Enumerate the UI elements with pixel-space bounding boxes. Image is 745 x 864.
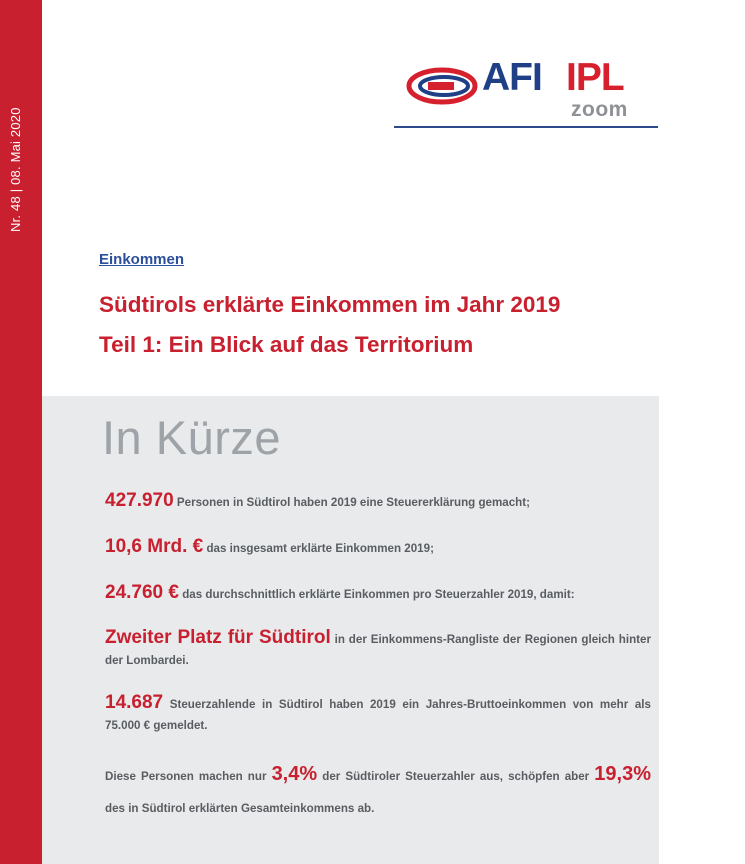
logo-text-ipl: IPL — [566, 56, 624, 99]
logo-text-afi: AFI — [482, 56, 542, 99]
fact-value: Zweiter Platz für Südtirol — [105, 627, 331, 648]
page-title — [99, 285, 560, 365]
fact-average-income — [105, 582, 651, 605]
fact-value: 24.760 € — [105, 582, 179, 603]
fact-income-share — [105, 758, 651, 825]
fact-persons — [105, 490, 651, 513]
fact-text: das insgesamt erklärte Einkommen 2019; — [206, 542, 434, 555]
fact-value: 427.970 — [105, 490, 174, 511]
fact-text: Steuerzahlende in Südtirol haben 2019 ein Jahres-Bruttoeinkommen von mehr als 75.000 € gemeldet. — [105, 698, 651, 732]
fact-value: 19,3% — [594, 763, 651, 785]
sidebar-band — [0, 0, 42, 864]
fact-text: Diese Personen machen nur — [105, 770, 267, 783]
summary-box — [42, 396, 659, 864]
issue-label: Nr. 48 | 08. Mai 2020 — [8, 107, 23, 232]
fact-value: 14.687 — [105, 692, 164, 713]
fact-total-income — [105, 536, 651, 559]
summary-heading: In Kürze — [102, 411, 282, 464]
fact-ranking — [105, 627, 651, 671]
fact-text: in der Einkommens-Rangliste der Regionen gleich hinter der Lombardei. — [105, 633, 651, 667]
fact-text: das durchschnittlich erklärte Einkommen pro Steuerzahler 2019, damit: — [182, 588, 575, 601]
logo-text-zoom: zoom — [571, 98, 628, 121]
title-line-2: Teil 1: Ein Blick auf das Territorium — [99, 332, 474, 357]
logo-rule — [394, 126, 658, 128]
fact-value: 10,6 Mrd. € — [105, 536, 204, 557]
fact-text: des in Südtirol erklärten Gesamteinkommens ab. — [105, 802, 375, 815]
fact-text: der Südtiroler Steuerzahler aus, schöpfen aber — [322, 770, 590, 783]
title-line-1: Südtirols erklärte Einkommen im Jahr 2019 — [99, 292, 561, 317]
fact-value: 3,4% — [271, 763, 318, 785]
fact-high-earners — [105, 692, 651, 736]
fact-text: Personen in Südtirol haben 2019 eine Steuererklärung gemacht; — [176, 496, 530, 509]
category-link[interactable]: Einkommen — [99, 251, 185, 268]
